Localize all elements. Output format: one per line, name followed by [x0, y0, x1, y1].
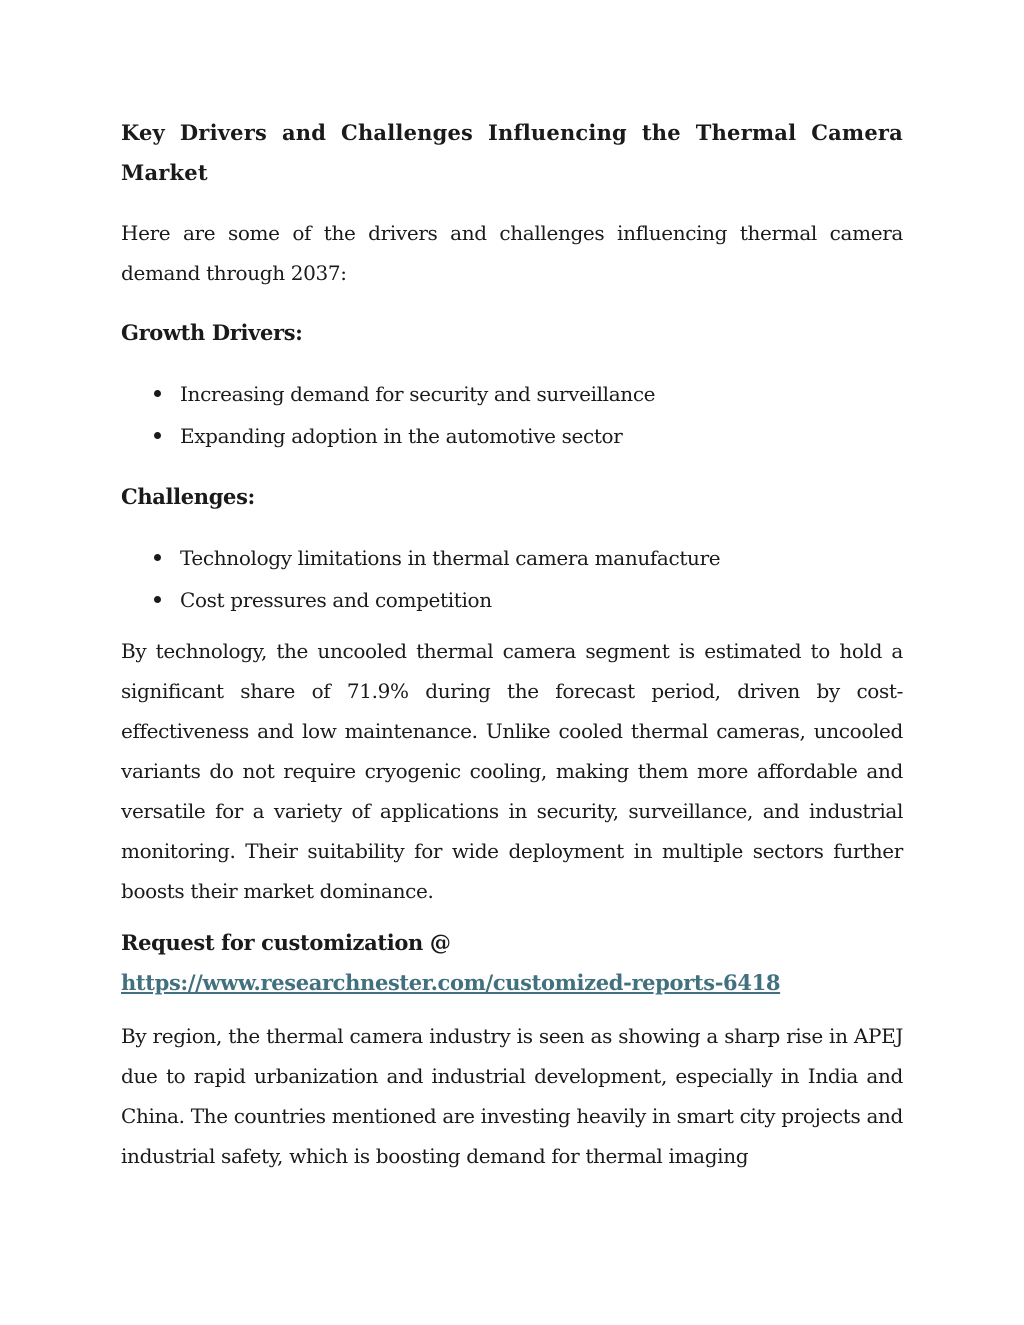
bullet-icon	[154, 554, 161, 561]
customization-link[interactable]: https://www.researchnester.com/customized-reports-6418	[121, 970, 781, 995]
technology-paragraph: By technology, the uncooled thermal camera segment is estimated to hold a significant share of 71.9% during the forecast period, driven by cost-effectiveness and low maintenance. Unlike cooled thermal cameras, uncooled variants do not require cryogenic cooling, making them more affordable and versatile for a variety of applications in security, surveillance, and industrial monitoring. Their suitability for wide deployment in multiple sectors further boosts their market dominance.	[121, 639, 903, 903]
document-page	[121, 113, 903, 1176]
list-item-text: Expanding adoption in the automotive sector	[180, 424, 623, 448]
list-item	[121, 373, 903, 415]
growth-drivers-list	[121, 373, 903, 457]
list-item-text: Cost pressures and competition	[180, 588, 492, 612]
list-item	[121, 415, 903, 457]
bullet-icon	[154, 596, 161, 603]
region-paragraph: By region, the thermal camera industry is seen as showing a sharp rise in APEJ due to rapid urbanization and industrial development, especially in India and China. The countries mentioned are investing heavily in smart city projects and industrial safety, which is boosting demand for thermal imaging	[121, 1024, 903, 1168]
intro-paragraph: Here are some of the drivers and challenges influencing thermal camera demand through 2037:	[121, 221, 903, 285]
list-item	[121, 537, 903, 579]
growth-drivers-heading: Growth Drivers:	[121, 320, 303, 345]
challenges-heading: Challenges:	[121, 484, 255, 509]
request-customization-label: Request for customization @	[121, 930, 451, 955]
request-link-line	[121, 963, 903, 1003]
list-item-text: Technology limitations in thermal camera manufacture	[180, 546, 721, 570]
bullet-icon	[154, 432, 161, 439]
list-item-text: Increasing demand for security and surveillance	[180, 382, 656, 406]
bullet-icon	[154, 390, 161, 397]
list-item	[121, 579, 903, 621]
page-title: Key Drivers and Challenges Influencing the Thermal Camera Market	[121, 120, 903, 185]
challenges-list	[121, 537, 903, 621]
